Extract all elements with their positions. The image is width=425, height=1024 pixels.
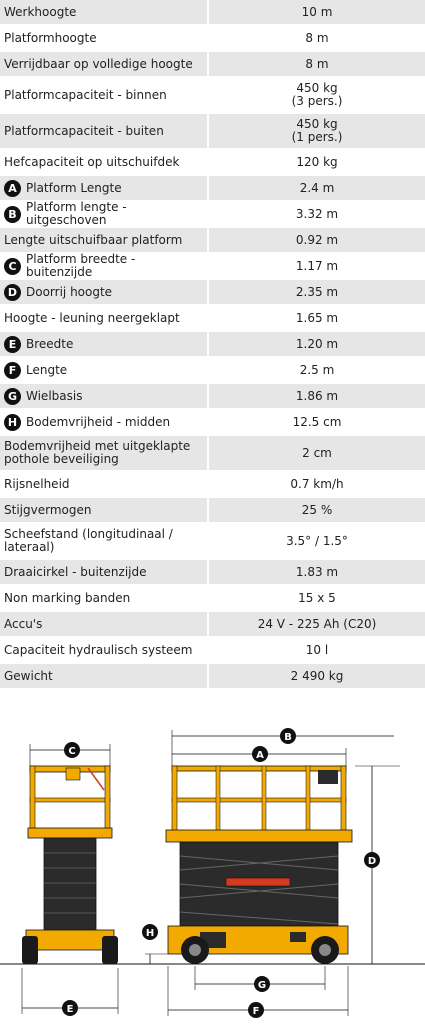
spec-row — [0, 202, 425, 228]
spec-row — [0, 498, 425, 524]
spec-label: Platformhoogte — [0, 26, 209, 50]
spec-value: 2.4 m — [209, 176, 425, 200]
spec-row — [0, 410, 425, 436]
dimension-badge: G — [4, 388, 21, 405]
dimension-badge: B — [4, 206, 21, 223]
spec-row — [0, 78, 425, 114]
spec-value: 15 x 5 — [209, 586, 425, 610]
scissor-lift-drawing — [0, 718, 425, 1024]
spec-value: 3.5° / 1.5° — [209, 524, 425, 558]
dimension-label-a: A — [256, 750, 264, 761]
spec-row — [0, 0, 425, 26]
dimension-badge: D — [4, 284, 21, 301]
spec-row — [0, 228, 425, 254]
dimension-label-b: B — [284, 732, 292, 743]
spec-label: Hoogte - leuning neergeklapt — [0, 306, 209, 330]
spec-row — [0, 52, 425, 78]
spec-row — [0, 358, 425, 384]
spec-value: 8 m — [209, 52, 425, 76]
front-view — [22, 766, 118, 964]
spec-row — [0, 586, 425, 612]
spec-value: 10 m — [209, 0, 425, 24]
spec-value: 0.92 m — [209, 228, 425, 252]
dimension-badge: E — [4, 336, 21, 353]
spec-row — [0, 638, 425, 664]
spec-label: Platformcapaciteit - binnen — [0, 78, 209, 112]
spec-value: 450 kg (1 pers.) — [209, 114, 425, 148]
dimension-label-f: F — [252, 1006, 260, 1017]
spec-label: Scheefstand (longitudinaal / lateraal) — [0, 524, 209, 558]
dimension-badge: H — [4, 414, 21, 431]
spec-row — [0, 472, 425, 498]
spec-label: E Breedte — [0, 332, 209, 356]
dimension-label-c: C — [68, 746, 76, 757]
spec-label: Hefcapaciteit op uitschuifdek — [0, 150, 209, 174]
spec-row — [0, 114, 425, 150]
spec-value: 24 V - 225 Ah (C20) — [209, 612, 425, 636]
spec-label: G Wielbasis — [0, 384, 209, 408]
spec-row — [0, 306, 425, 332]
spec-value: 12.5 cm — [209, 410, 425, 434]
spec-label: Verrijdbaar op volledige hoogte — [0, 52, 209, 76]
spec-label: Gewicht — [0, 664, 209, 688]
spec-value: 1.17 m — [209, 254, 425, 278]
spec-label: Draaicirkel - buitenzijde — [0, 560, 209, 584]
spec-row — [0, 664, 425, 690]
spec-value: 2 490 kg — [209, 664, 425, 688]
spec-value: 0.7 km/h — [209, 472, 425, 496]
spec-label: A Platform Lengte — [0, 176, 209, 200]
spec-label: Platformcapaciteit - buiten — [0, 114, 209, 148]
spec-row — [0, 26, 425, 52]
dimension-badge: A — [4, 180, 21, 197]
spec-row — [0, 560, 425, 586]
spec-label: Accu's — [0, 612, 209, 636]
spec-value: 1.20 m — [209, 332, 425, 356]
spec-row — [0, 332, 425, 358]
spec-value: 1.86 m — [209, 384, 425, 408]
spec-label: Non marking banden — [0, 586, 209, 610]
spec-label: Capaciteit hydraulisch systeem — [0, 638, 209, 662]
spec-value: 2.35 m — [209, 280, 425, 304]
side-view — [166, 766, 352, 964]
spec-value: 120 kg — [209, 150, 425, 174]
spec-value: 2.5 m — [209, 358, 425, 382]
spec-value: 25 % — [209, 498, 425, 522]
dimension-badge: F — [4, 362, 21, 379]
spec-row — [0, 176, 425, 202]
spec-value: 1.65 m — [209, 306, 425, 330]
spec-label: Bodemvrijheid met uitgeklapte pothole beveiliging — [0, 436, 209, 470]
spec-row — [0, 254, 425, 280]
spec-label: B Platform lengte - uitgeschoven — [0, 202, 209, 226]
spec-label: F Lengte — [0, 358, 209, 382]
spec-row — [0, 280, 425, 306]
dimension-label-g: G — [257, 980, 267, 991]
spec-label: Lengte uitschuifbaar platform — [0, 228, 209, 252]
spec-row — [0, 384, 425, 410]
spec-value: 1.83 m — [209, 560, 425, 584]
dimension-label-h: H — [145, 928, 155, 939]
spec-label: C Platform breedte - buitenzijde — [0, 254, 209, 278]
dimension-badge: C — [4, 258, 21, 275]
spec-value: 3.32 m — [209, 202, 425, 226]
spec-row — [0, 612, 425, 638]
dimension-label-d: D — [367, 856, 377, 867]
spec-row — [0, 436, 425, 472]
spec-value: 8 m — [209, 26, 425, 50]
spec-label: H Bodemvrijheid - midden — [0, 410, 209, 434]
spec-label: Stijgvermogen — [0, 498, 209, 522]
spec-row — [0, 150, 425, 176]
spec-label: Rijsnelheid — [0, 472, 209, 496]
spec-value: 450 kg (3 pers.) — [209, 78, 425, 112]
dimension-label-e: E — [66, 1004, 74, 1015]
spec-value: 10 l — [209, 638, 425, 662]
spec-value: 2 cm — [209, 436, 425, 470]
spec-row — [0, 524, 425, 560]
spec-label: Werkhoogte — [0, 0, 209, 24]
spec-label: D Doorrij hoogte — [0, 280, 209, 304]
